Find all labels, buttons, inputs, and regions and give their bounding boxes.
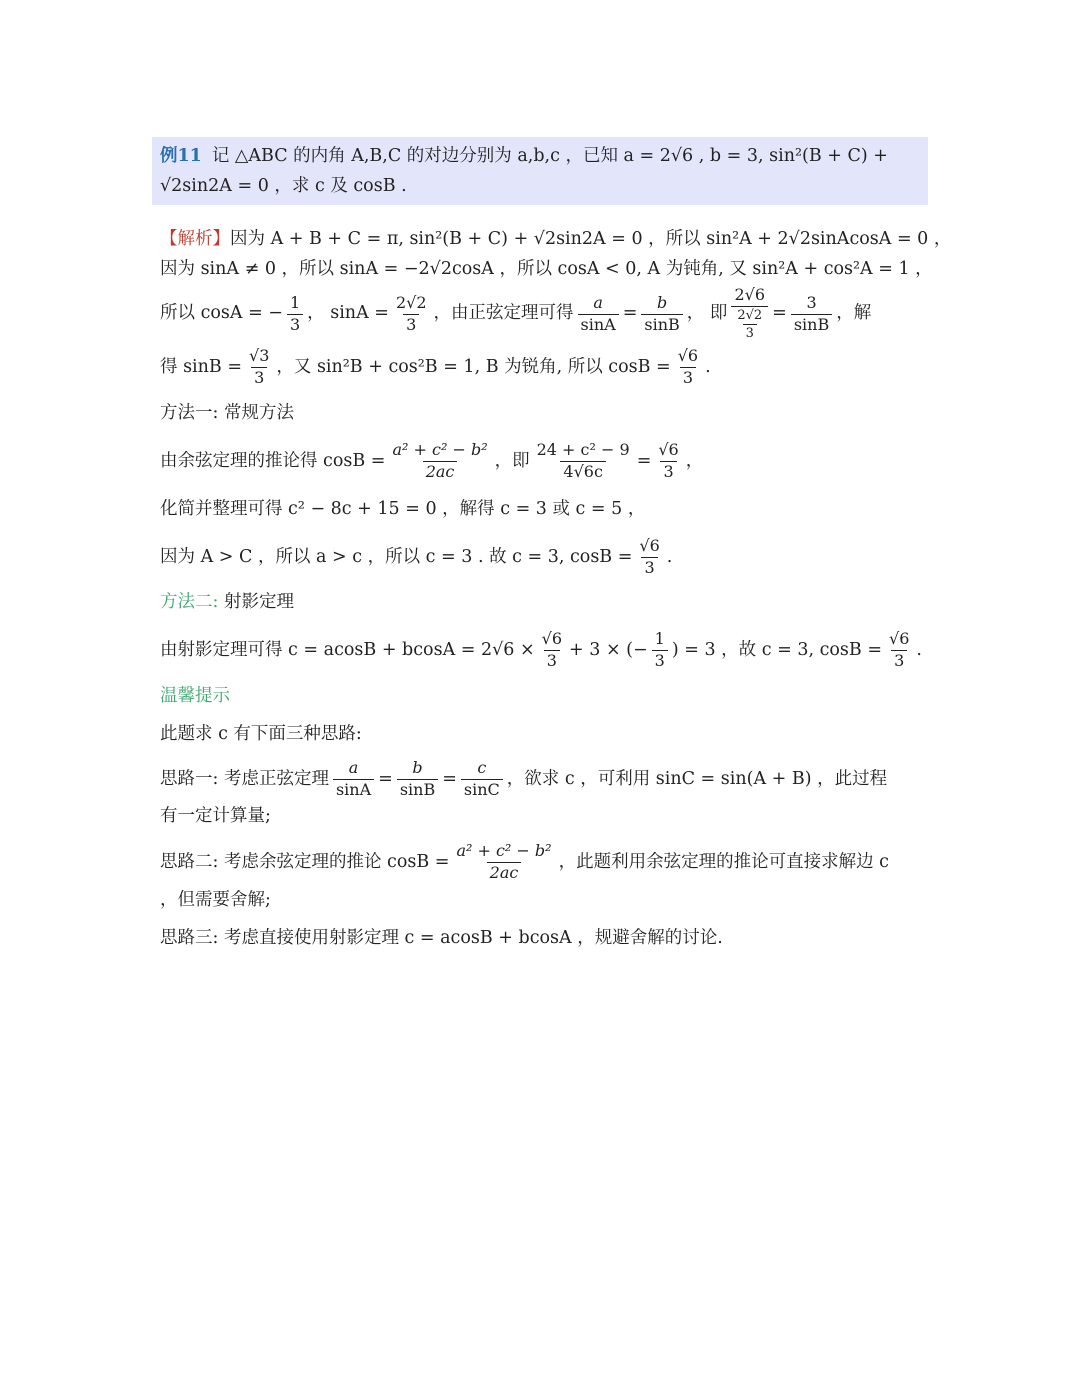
method1-title: 方法一: 常规方法 <box>160 403 294 423</box>
tips-idea-1: 思路一: 考虑正弦定理 $\frac{a}{\sin A}$ = $\frac{b}{\sin B}$ = $\frac{c}{\sin C}$ ，欲求 c ，可利用 sinC = sin(A + B) ，此过程 <box>160 758 888 799</box>
tips-idea-2-cont: ，但需要舍解; <box>160 890 271 910</box>
solution-line-1: 【解析】因为 A + B + C = π, sin²(B + C) + √2sin2A = 0 ，所以 sin²A + 2√2sinAcosA = 0 ， <box>160 229 952 249</box>
solution-line-2: 因为 sinA ≠ 0 ，所以 sinA = −2√2cosA ，所以 cosA < 0, A 为钝角, 又 sin²A + cos²A = 1 ， <box>160 259 933 279</box>
nested-fraction: $\frac{2√6}{\frac{2√2}{3}}$ <box>731 287 768 341</box>
tips-title: 温馨提示 <box>160 686 230 706</box>
fraction: $\frac{a}{\sin A}$ <box>578 295 619 334</box>
tips-idea-1-cont: 有一定计算量; <box>160 806 271 826</box>
solution-label: 【解析】 <box>160 229 230 249</box>
solution-line-3: 所以 cosA = − $\frac{1}{3}$ ， sinA = $\frac{2√2}{3}$ ，由正弦定理可得 $\frac{a}{\sin A}$ = $\frac{b}{\sin B}$ ， 即 $\frac{2√6}{\frac{2√2}{3}}$ = $\frac{3}{\sin B}$ ，解 <box>160 285 872 342</box>
fraction: $\frac{b}{\sin B}$ <box>641 295 682 334</box>
fraction: $\frac{2√2}{3}$ <box>395 292 427 334</box>
fraction: $\frac{3}{\sin B}$ <box>791 295 832 334</box>
fraction: $\frac{√6}{3}$ <box>658 440 679 481</box>
method2-line-1: 由射影定理可得 c = acosB + bcosA = 2√6 × $\frac{√6}{3}$ + 3 × (− $\frac{1}{3}$ ) = 3 ，故 c = 3, cosB = $\frac{√6}{3}$ . <box>160 629 922 670</box>
method2-title: 方法二: 射影定理 <box>160 592 294 612</box>
method1-line-1: 由余弦定理的推论得 cosB = $\frac{\text{a² + c² − b²}}{2ac}$ ，即 $\frac{\text{24 + c² − 9}}{4√6c}$ = $\frac{√6}{3}$ ， <box>160 440 704 481</box>
fraction: $\frac{a}{\sin A}$ <box>333 760 374 799</box>
solution-line-4: 得 sinB = $\frac{√3}{3}$ ，又 sin²B + cos²B = 1, B 为锐角, 所以 cosB = $\frac{√6}{3}$ . <box>160 346 711 387</box>
fraction: $\frac{b}{\sin B}$ <box>397 760 438 799</box>
fraction: $\frac{\text{24 + c² − 9}}{4√6c}$ <box>536 440 630 481</box>
tips-idea-3: 思路三: 考虑直接使用射影定理 c = acosB + bcosA ，规避舍解的讨论. <box>160 928 723 948</box>
problem-line-2: √2sin2A = 0 ，求 c 及 cosB . <box>160 176 407 196</box>
fraction: $\frac{1}{3}$ <box>287 295 303 334</box>
example-label: 例11 <box>160 146 202 166</box>
method1-line-2: 化简并整理可得 c² − 8c + 15 = 0 ，解得 c = 3 或 c = 5 ， <box>160 499 646 519</box>
method1-line-3: 因为 A > C ，所以 a > c ，所以 c = 3 . 故 c = 3, cosB = $\frac{√6}{3}$ . <box>160 536 673 577</box>
fraction: $\frac{√6}{3}$ <box>639 536 660 577</box>
fraction: $\frac{c}{\sin C}$ <box>461 760 503 799</box>
tips-intro: 此题求 c 有下面三种思路: <box>160 724 362 744</box>
problem-line-1: 例11 记 △ABC 的内角 A,B,C 的对边分别为 a,b,c ，已知 a = 2√6 , b = 3, sin²(B + C) + <box>160 146 888 166</box>
fraction: $\frac{√6}{3}$ <box>541 629 563 670</box>
fraction: $\frac{√3}{3}$ <box>249 346 270 387</box>
fraction: $\frac{√6}{3}$ <box>677 346 699 387</box>
fraction: $\frac{\text{a² + c² − b²}}{2ac}$ <box>456 841 552 882</box>
fraction: $\frac{√6}{3}$ <box>889 629 910 670</box>
fraction: $\frac{1}{3}$ <box>652 631 668 670</box>
fraction: $\frac{\text{a² + c² − b²}}{2ac}$ <box>392 440 488 481</box>
tips-idea-2: 思路二: 考虑余弦定理的推论 cosB = $\frac{\text{a² + c² − b²}}{2ac}$ ，此题利用余弦定理的推论可直接求解边 c <box>160 841 889 882</box>
